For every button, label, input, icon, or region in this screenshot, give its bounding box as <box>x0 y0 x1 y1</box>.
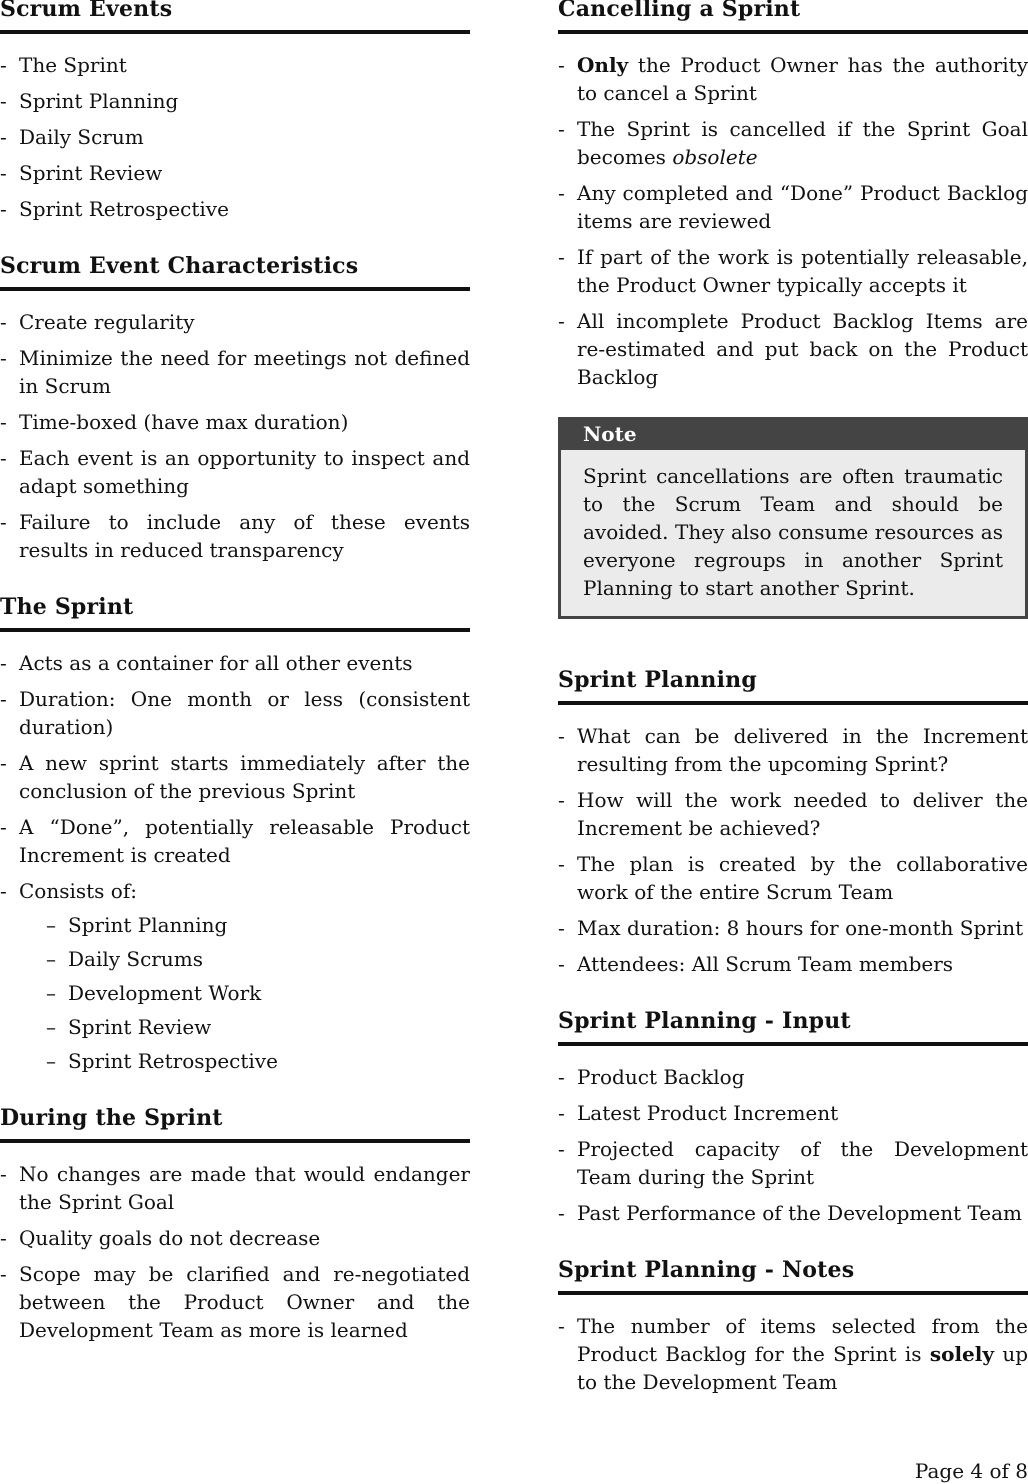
section-heading: Sprint Planning - Notes <box>558 1257 1028 1295</box>
list-item: - If part of the work is potentially releasable, the Product Owner typically accepts it <box>558 245 1028 297</box>
section-heading: Cancelling a Sprint <box>558 0 1028 34</box>
section-heading: Scrum Events <box>0 0 470 34</box>
section-the-sprint <box>0 594 470 1075</box>
section-heading: Scrum Event Characteristics <box>0 253 470 291</box>
list-item: - Projected capacity of the Development Team during the Sprint <box>558 1137 1028 1189</box>
bullet-list <box>0 34 470 223</box>
section-heading: Sprint Planning <box>558 667 1028 705</box>
note-box <box>558 417 1028 619</box>
list-item: - What can be delivered in the Increment resulting from the upcoming Sprint? <box>558 724 1028 776</box>
section-planning-input <box>558 1008 1028 1227</box>
list-item: - A “Done”, potentially releasable Product Increment is created <box>0 815 470 867</box>
bullet-list <box>558 1295 1028 1396</box>
section-planning-notes <box>558 1257 1028 1396</box>
section-heading: Sprint Planning - Input <box>558 1008 1028 1046</box>
list-item: - The Sprint is cancelled if the Sprint Goal becomes obsolete <box>558 117 1028 169</box>
section-heading: The Sprint <box>0 594 470 632</box>
list-item: - Sprint Review <box>0 161 163 185</box>
right-column <box>558 0 1028 1426</box>
section-sprint-planning <box>558 667 1028 978</box>
section-cancelling <box>558 0 1028 391</box>
list-item: - Daily Scrum <box>0 125 144 149</box>
bullet-list <box>558 34 1028 391</box>
bullet-list <box>558 705 1028 978</box>
list-item: - Latest Product Increment <box>558 1101 839 1125</box>
note-body: Sprint cancellations are often traumatic to the Scrum Team and should be avoided. They also consume resources as everyone regroups in another Sprint Planning to start another Sprint. <box>583 464 1003 600</box>
list-item: - Acts as a container for all other events <box>0 651 413 675</box>
section-heading: During the Sprint <box>0 1105 470 1143</box>
sub-list-item: – Daily Scrums <box>46 947 203 971</box>
bullet-list <box>0 632 470 1075</box>
sub-list-item: – Sprint Review <box>46 1015 212 1039</box>
list-item: - Any completed and “Done” Product Backlog items are reviewed <box>558 181 1028 233</box>
left-column <box>0 0 470 1374</box>
sub-list-item: – Sprint Planning <box>46 913 228 937</box>
list-item: - Sprint Planning <box>0 89 179 113</box>
page-number: Page 4 of 8 <box>914 1459 1028 1483</box>
list-item: - The number of items selected from the Product Backlog for the Sprint is solely up to the Development Team <box>558 1314 1028 1394</box>
bullet-list <box>558 1046 1028 1227</box>
list-item: - Failure to include any of these events results in reduced transparency <box>0 510 470 562</box>
list-item: - A new sprint starts immediately after the conclusion of the previous Sprint <box>0 751 470 803</box>
bullet-list <box>0 291 470 564</box>
note-title: Note <box>561 420 1025 450</box>
list-item: - Max duration: 8 hours for one-month Sprint <box>558 916 1024 940</box>
list-item: - Only the Product Owner has the authority to cancel a Sprint <box>558 53 1028 105</box>
list-item: - No changes are made that would endanger the Sprint Goal <box>0 1162 470 1214</box>
list-item: - Minimize the need for meetings not defined in Scrum <box>0 346 470 398</box>
section-during-sprint <box>0 1105 470 1344</box>
list-item: - Each event is an opportunity to inspect and adapt something <box>0 446 470 498</box>
list-item: - Product Backlog <box>558 1065 745 1089</box>
sub-list <box>19 911 470 1075</box>
list-item: - Attendees: All Scrum Team members <box>558 952 954 976</box>
list-item: - Sprint Retrospective <box>0 197 229 221</box>
sub-list-item: – Development Work <box>46 981 262 1005</box>
sub-list-item: – Sprint Retrospective <box>46 1049 278 1073</box>
list-item: - The Sprint <box>0 53 127 77</box>
list-item: - The plan is created by the collaborative work of the entire Scrum Team <box>558 852 1028 904</box>
bullet-list <box>0 1143 470 1344</box>
section-characteristics <box>0 253 470 564</box>
list-item: - Time-boxed (have max duration) <box>0 410 349 434</box>
list-item: - How will the work needed to deliver the Increment be achieved? <box>558 788 1028 840</box>
list-item: - Scope may be clarified and re-negotiated between the Product Owner and the Development Team as more is learned <box>0 1262 470 1342</box>
list-item: - Consists of: – Sprint Planning – Daily Scrums – Development Work – Sprint Review – Sprint Retrospective <box>0 877 470 1075</box>
list-item: - Past Performance of the Development Team <box>558 1201 1023 1225</box>
list-item: - Duration: One month or less (consistent duration) <box>0 687 470 739</box>
section-scrum-events <box>0 0 470 223</box>
list-item: - Quality goals do not decrease <box>0 1226 321 1250</box>
list-item: - All incomplete Product Backlog Items are re-estimated and put back on the Product Backlog <box>558 309 1028 389</box>
list-item: - Create regularity <box>0 310 195 334</box>
